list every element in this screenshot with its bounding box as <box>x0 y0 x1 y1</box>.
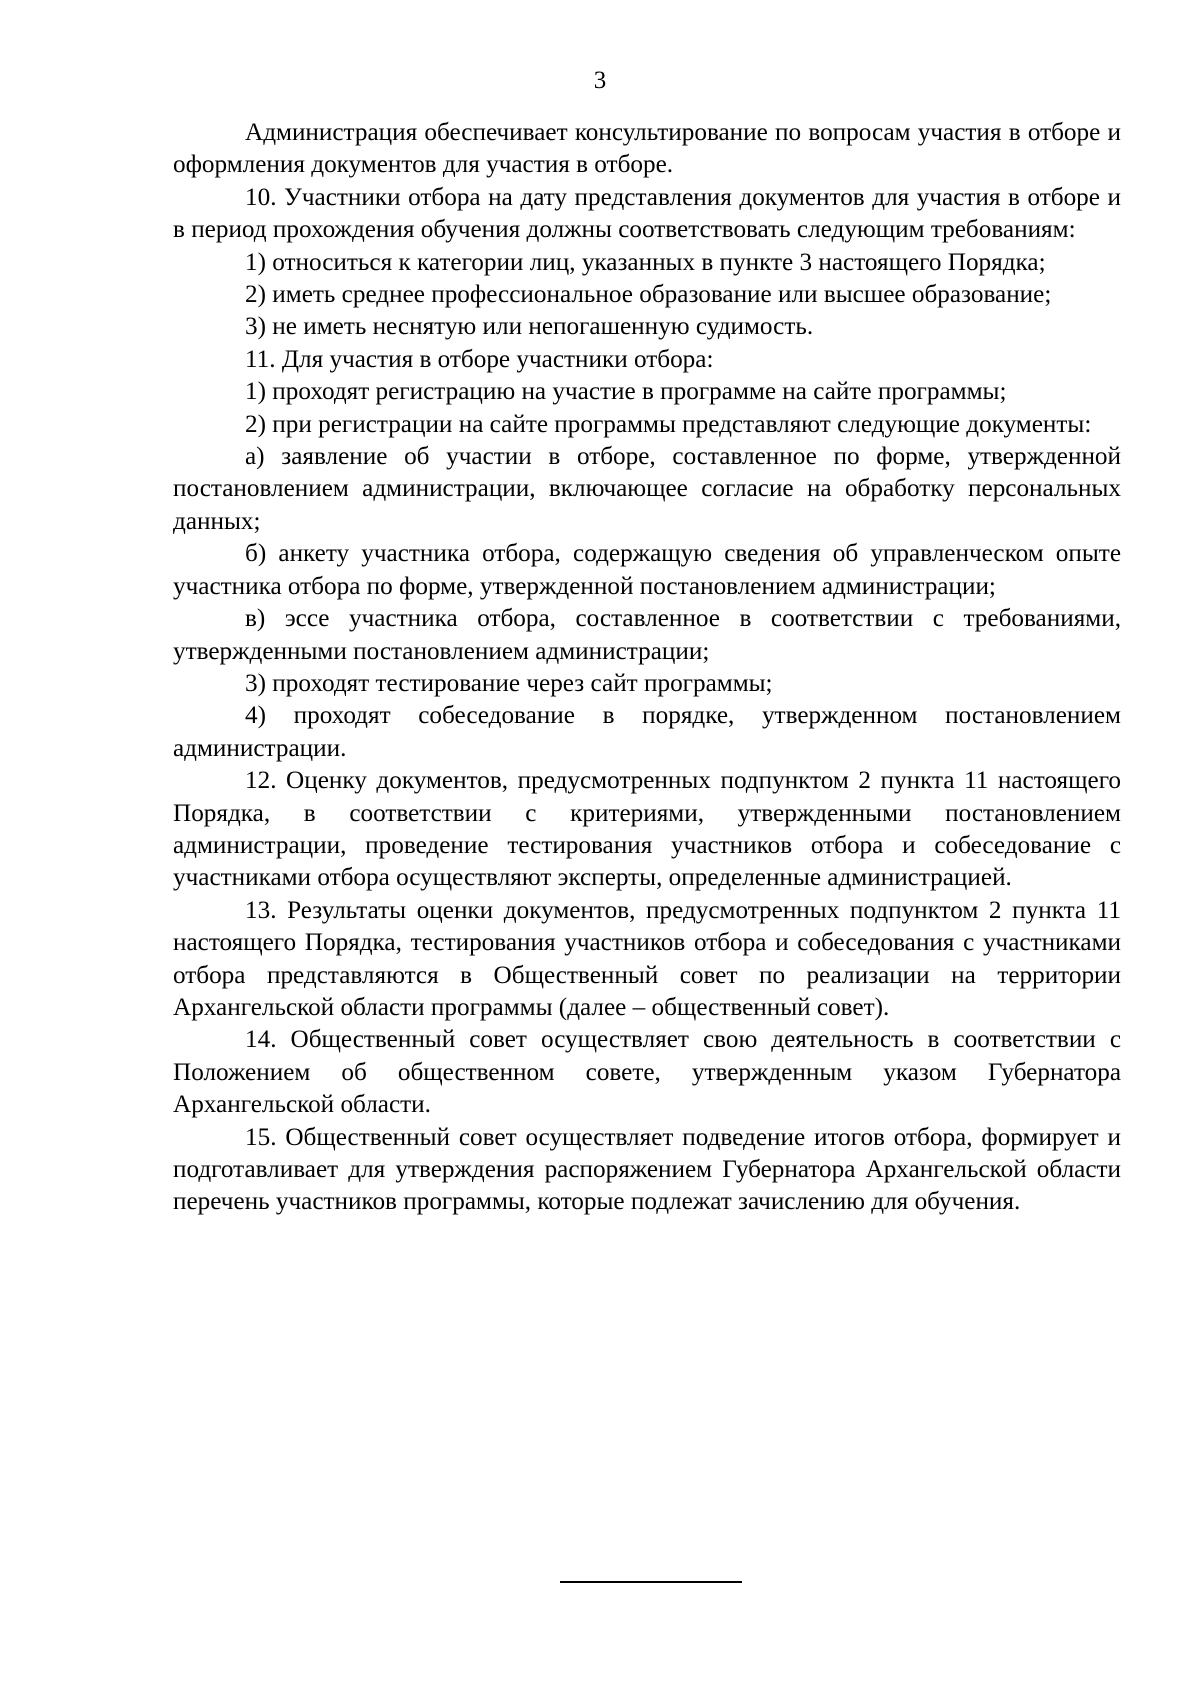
paragraph-item-13: 13. Результаты оценки документов, предусмотренных подпунктом 2 пункта 11 настоящего Порядка, тестирования участников отбора и собеседования с участниками отбора представляются в Общественный совет по реализации на территории Архангельской области программы (далее – общественный совет). <box>173 896 1121 1021</box>
paragraph-item-15: 15. Общественный совет осуществляет подведение итогов отбора, формирует и подготавливает для утверждения распоряжением Губернатора Архангельской области перечень участников программы, которые подлежат зачислению для обучения. <box>173 1123 1121 1216</box>
paragraph-item-11-2: 2) при регистрации на сайте программы представляют следующие документы: <box>245 410 1092 438</box>
paragraph-item-10-2: 2) иметь среднее профессиональное образование или высшее образование; <box>245 281 1052 309</box>
paragraph-item-11-2-v: в) эссе участника отбора, составленное в соответствии с требованиями, утвержденными постановлением администрации; <box>173 605 1121 665</box>
end-of-document-rule <box>560 1581 742 1583</box>
paragraph-item-11-4: 4) проходят собеседование в порядке, утвержденном постановлением администрации. <box>173 702 1121 762</box>
paragraph-item-10-3: 3) не иметь неснятую или непогашенную судимость. <box>245 313 814 341</box>
paragraph-item-11-2-a: а) заявление об участии в отборе, составленное по форме, утвержденной постановлением администрации, включающее согласие на обработку персональных данных; <box>173 443 1121 535</box>
paragraph-item-10: 10. Участники отбора на дату представления документов для участия в отборе и в период прохождения обучения должны соответствовать следующим требованиям: <box>173 183 1121 244</box>
paragraph-item-11: 11. Для участия в отборе участники отбора: <box>245 345 714 373</box>
page-number: 3 <box>593 67 607 94</box>
paragraph-item-11-1: 1) проходят регистрацию на участие в программе на сайте программы; <box>245 378 1007 406</box>
paragraph-item-11-3: 3) проходят тестирование через сайт программы; <box>245 669 773 697</box>
document-body <box>173 117 1121 1219</box>
paragraph-item-10-1: 1) относиться к категории лиц, указанных в пункте 3 настоящего Порядка; <box>245 248 1046 276</box>
paragraph-item-14: 14. Общественный совет осуществляет свою деятельность в соответствии с Положением об общественном совете, утвержденным указом Губернатора Архангельской области. <box>173 1026 1121 1119</box>
paragraph-consultation: Администрация обеспечивает консультирование по вопросам участия в отборе и оформления документов для участия в отборе. <box>173 119 1121 179</box>
paragraph-item-11-2-b: б) анкету участника отбора, содержащую сведения об управленческом опыте участника отбора по форме, утвержденной постановлением администрации; <box>173 540 1121 600</box>
paragraph-item-12: 12. Оценку документов, предусмотренных подпунктом 2 пункта 11 настоящего Порядка, в соответствии с критериями, утвержденными постановлением администрации, проведение тестирования участников отбора и собеседование с участниками отбора осуществляют эксперты, определенные администрацией. <box>173 767 1121 892</box>
